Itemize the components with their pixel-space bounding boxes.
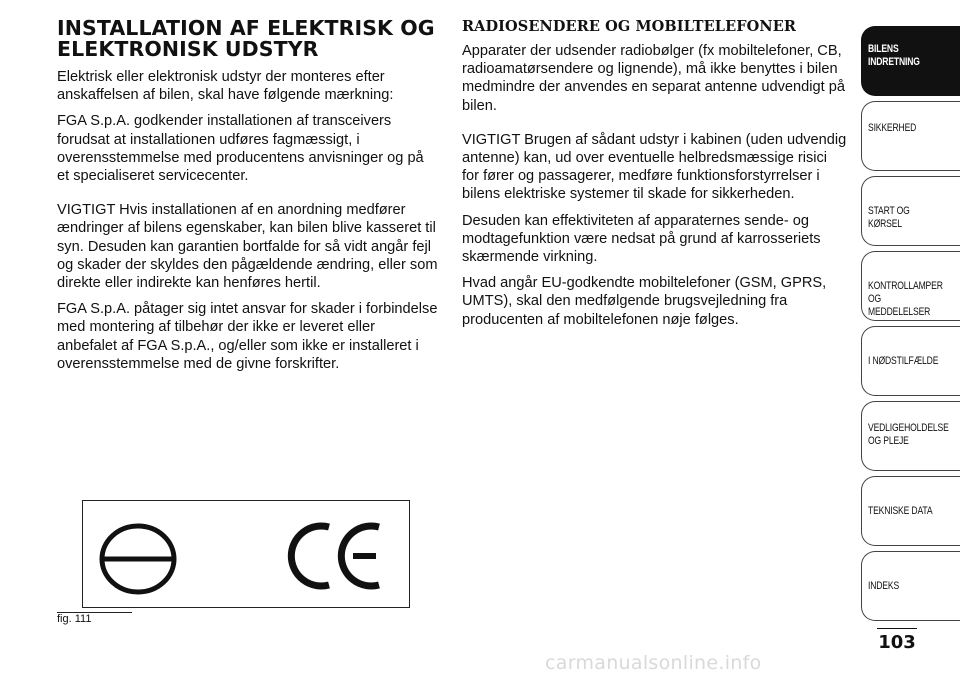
paragraph: Apparater der udsender radiobølger (fx mobiltelefoner, CB, radioamatørsendere og lignende), må ikke benyttes i bilen medmindre der anvendes en separat antenne udvendigt på bilen.	[462, 43, 845, 114]
paragraph: Desuden kan effektiviteten af apparaternes sende- og modtagefunktion være nedsat på grund af karrosseriets skærmende virkning.	[462, 212, 821, 266]
paragraph: FGA S.p.A. påtager sig intet ansvar for skader i forbindelse med montering af tilbehør der ikke er leveret eller anbefalet af FGA S.p.A., og/eller som ikke er installeret i overensstemmelse med de givne forskrifter.	[57, 301, 438, 372]
right-column	[462, 18, 847, 337]
ce-mark-symbol	[291, 526, 379, 586]
paragraph: VIGTIGT Brugen af sådant udstyr i kabinen (uden udvendig antenne) kan, ud over eventuelle helbredsmæssige risici for fører og passagerer, medføre funktionsforstyrrelser i bilens elektriske systemer til skade for sikkerheden.	[462, 131, 847, 203]
tab-label: KONTROLLAMPER OG MEDDELELSER	[868, 280, 943, 318]
e-mark-symbol	[102, 526, 174, 592]
left-column	[57, 18, 439, 381]
watermark: carmanualsonline.info	[545, 652, 762, 674]
tab-tekniske-data[interactable]	[861, 476, 960, 546]
paragraph: VIGTIGT Hvis installationen af en anordning medfører ændringer af bilens egenskaber, kan bilen blive kasseret til syn. Desuden kan garantien bortfalde for så vidt angår fejl og skader der skyldes den pågældende ændring, eller som direkte eller indirekte kan henføres hertil.	[57, 202, 438, 292]
section-heading: INSTALLATION AF ELEKTRISK OG ELEKTRONISK UDSTYR	[57, 16, 435, 61]
figure-caption: fig. 111	[57, 613, 92, 625]
paragraph: Elektrisk eller elektronisk udstyr der monteres efter anskaffelsen af bilen, skal have følgende mærkning:	[57, 69, 394, 104]
tab-kontrollamper[interactable]	[861, 251, 960, 321]
tab-vedligeholdelse[interactable]	[861, 401, 960, 471]
figure-marking-symbols	[82, 500, 410, 608]
tab-indeks[interactable]	[861, 551, 960, 621]
paragraph: FGA S.p.A. godkender installationen af transceivers forudsat at installationen udføres fagmæssigt, i overensstemmelse med producentens anvisninger og på et specialiseret servicecenter.	[57, 113, 424, 185]
tab-start-og-korsel[interactable]	[861, 176, 960, 246]
tab-label: SIKKERHED	[868, 122, 917, 134]
tab-label: INDEKS	[868, 580, 900, 592]
tab-label: VEDLIGEHOLDELSE OG PLEJE	[868, 422, 949, 447]
tab-label: TEKNISKE DATA	[868, 505, 933, 517]
page-number: 103	[878, 632, 916, 653]
tab-sikkerhed[interactable]	[861, 101, 960, 171]
tab-label: I NØDSTILFÆLDE	[868, 355, 939, 367]
paragraph: Hvad angår EU-godkendte mobiltelefoner (GSM, GPRS, UMTS), skal den medfølgende brugsvejledning fra producenten af mobiltelefonen nøje følges.	[462, 275, 827, 328]
tab-label: START OG KØRSEL	[868, 205, 910, 230]
sub-heading: RADIOSENDERE OG MOBILTELEFONER	[462, 18, 797, 35]
tab-bilens-indretning[interactable]	[861, 26, 960, 96]
marking-symbols-drawing	[83, 501, 409, 607]
page-number-rule	[877, 628, 917, 629]
tab-label: BILENS INDRETNING	[868, 43, 920, 68]
tab-i-nodstilfaelde[interactable]	[861, 326, 960, 396]
chapter-tabs	[861, 26, 960, 626]
